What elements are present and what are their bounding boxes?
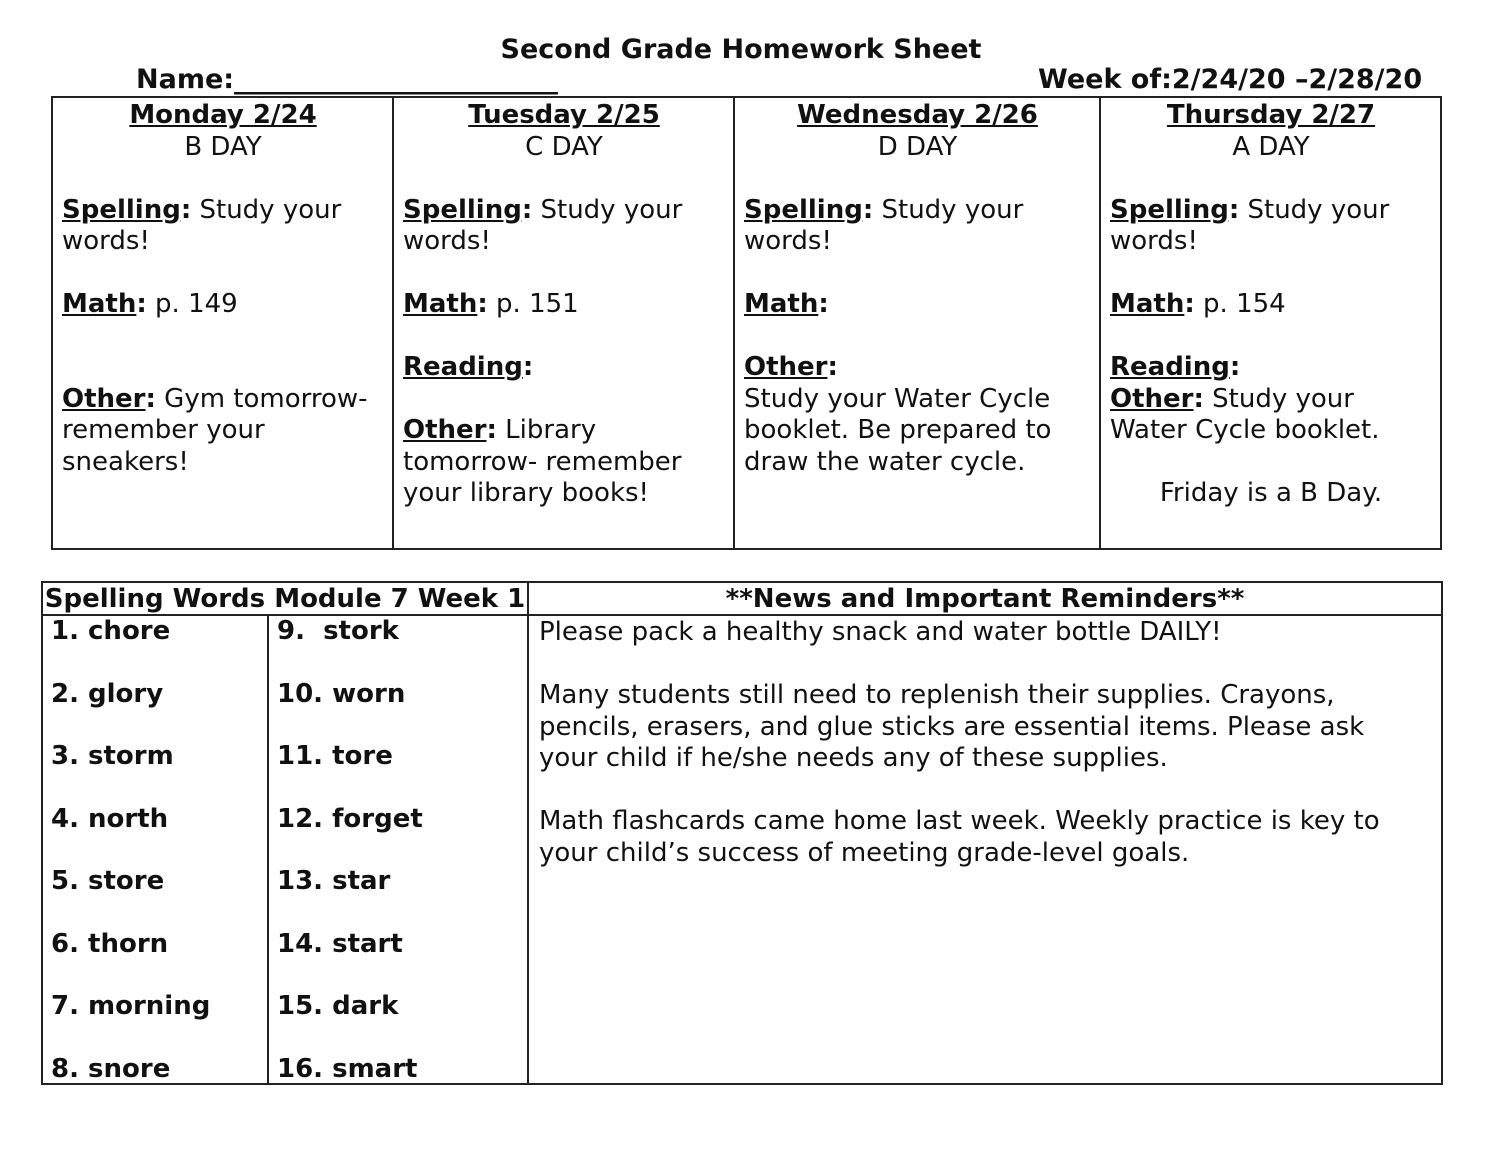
other-label: Other — [1110, 383, 1194, 414]
math-label: Math — [403, 289, 478, 319]
day-column-wednesday — [735, 98, 1101, 548]
day-type: B DAY — [184, 131, 262, 162]
spelling-word: 7. morning — [51, 991, 211, 1021]
spelling-word: 8. snore — [51, 1054, 171, 1084]
news-item: Math flashcards came home last week. Weekly practice is key to your child’s success of meeting grade-level goals. — [539, 806, 1380, 868]
spelling-label: Spelling — [403, 194, 522, 225]
spelling-entry: Spelling: Study your words! — [403, 194, 683, 256]
spelling-text: Study your words! — [62, 194, 342, 256]
spelling-text: Study your words! — [403, 194, 683, 256]
other-text: Study your Water Cycle booklet. — [1110, 383, 1380, 445]
math-entry: Math: p. 151 — [403, 289, 579, 319]
day-name: Monday 2/24 — [129, 100, 317, 130]
weekly-homework-table — [51, 96, 1442, 550]
day-type: A DAY — [1232, 131, 1310, 162]
week-of-label: Week of:2/24/20 –2/28/20 — [1038, 64, 1423, 95]
spelling-words-heading: Spelling Words Module 7 Week 1 — [43, 583, 529, 616]
spelling-word: 5. store — [51, 866, 165, 896]
day-column-tuesday — [394, 98, 735, 548]
math-entry: Math: p. 154 — [1110, 289, 1286, 319]
math-label: Math — [1110, 289, 1185, 319]
other-text: Library tomorrow- remember your library books! — [403, 415, 682, 508]
other-text: Study your Water Cycle booklet. Be prepared to draw the water cycle. — [744, 383, 1052, 477]
math-entry: Math: p. 149 — [62, 289, 238, 319]
spelling-word: 14. start — [277, 929, 403, 959]
spelling-word: 9. stork — [277, 616, 399, 646]
other-entry: Other: Study your Water Cycle booklet. — [1110, 383, 1380, 445]
math-label: Math — [744, 289, 819, 319]
spelling-word: 13. star — [277, 866, 391, 896]
news-item: Many students still need to replenish their supplies. Crayons, pencils, erasers, and glue sticks are essential items. Please ask your child if he/she needs any of these supplies. — [539, 680, 1365, 773]
news-item: Please pack a healthy snack and water bottle DAILY! — [539, 617, 1222, 647]
spelling-word: 16. smart — [277, 1054, 418, 1084]
news-heading: **News and Important Reminders** — [529, 583, 1441, 616]
other-label: Other — [744, 352, 828, 382]
bottom-section — [41, 581, 1443, 1085]
reading-entry: Reading: — [403, 352, 534, 382]
reading-entry: Reading: — [1110, 352, 1241, 382]
spelling-label: Spelling — [62, 194, 181, 225]
spelling-word: 2. glory — [51, 679, 164, 709]
spelling-word: 11. tore — [277, 741, 393, 771]
other-label: Other — [403, 415, 487, 445]
day-column-thursday — [1101, 98, 1440, 548]
spelling-label: Spelling — [744, 194, 863, 225]
day-name: Wednesday 2/26 — [797, 100, 1038, 130]
day-name: Thursday 2/27 — [1166, 100, 1376, 130]
day-type: D DAY — [877, 131, 958, 162]
other-entry: Other: Gym tomorrow- remember your sneakers! — [62, 383, 368, 477]
spelling-word: 6. thorn — [51, 929, 169, 959]
friday-note: Friday is a B Day. — [1159, 478, 1383, 508]
spelling-entry: Spelling: Study your words! — [744, 194, 1024, 256]
spelling-words-column-1 — [43, 616, 269, 1083]
other-text: Gym tomorrow- remember your sneakers! — [62, 383, 368, 477]
day-name: Tuesday 2/25 — [468, 100, 660, 130]
math-entry: Math: — [744, 289, 829, 319]
page-title: Second Grade Homework Sheet — [500, 34, 982, 65]
name-field-label: Name:________________________ — [136, 64, 559, 95]
day-column-monday — [53, 98, 394, 548]
spelling-word: 1. chore — [51, 616, 171, 646]
spelling-text: Study your words! — [1110, 194, 1390, 256]
day-type: C DAY — [525, 131, 603, 162]
spelling-label: Spelling — [1110, 194, 1229, 225]
reading-label: Reading — [403, 352, 523, 382]
other-label: Other — [62, 383, 146, 414]
spelling-text: Study your words! — [744, 194, 1024, 256]
spelling-entry: Spelling: Study your words! — [62, 194, 342, 256]
math-text: p. 151 — [487, 289, 579, 319]
math-text: p. 149 — [146, 289, 238, 319]
other-entry: Other: Library tomorrow- remember your library books! — [403, 415, 682, 508]
spelling-word: 4. north — [51, 804, 169, 834]
spelling-word: 3. storm — [51, 741, 174, 771]
math-label: Math — [62, 289, 137, 319]
spelling-word: 15. dark — [277, 991, 399, 1021]
spelling-word: 10. worn — [277, 679, 406, 709]
news-reminders-body — [539, 617, 1429, 901]
reading-label: Reading — [1110, 352, 1230, 382]
spelling-word: 12. forget — [277, 804, 423, 834]
spelling-entry: Spelling: Study your words! — [1110, 194, 1390, 256]
math-text: p. 154 — [1194, 289, 1286, 319]
other-entry: Other: — [744, 352, 838, 382]
spelling-words-column-2 — [269, 616, 529, 1083]
